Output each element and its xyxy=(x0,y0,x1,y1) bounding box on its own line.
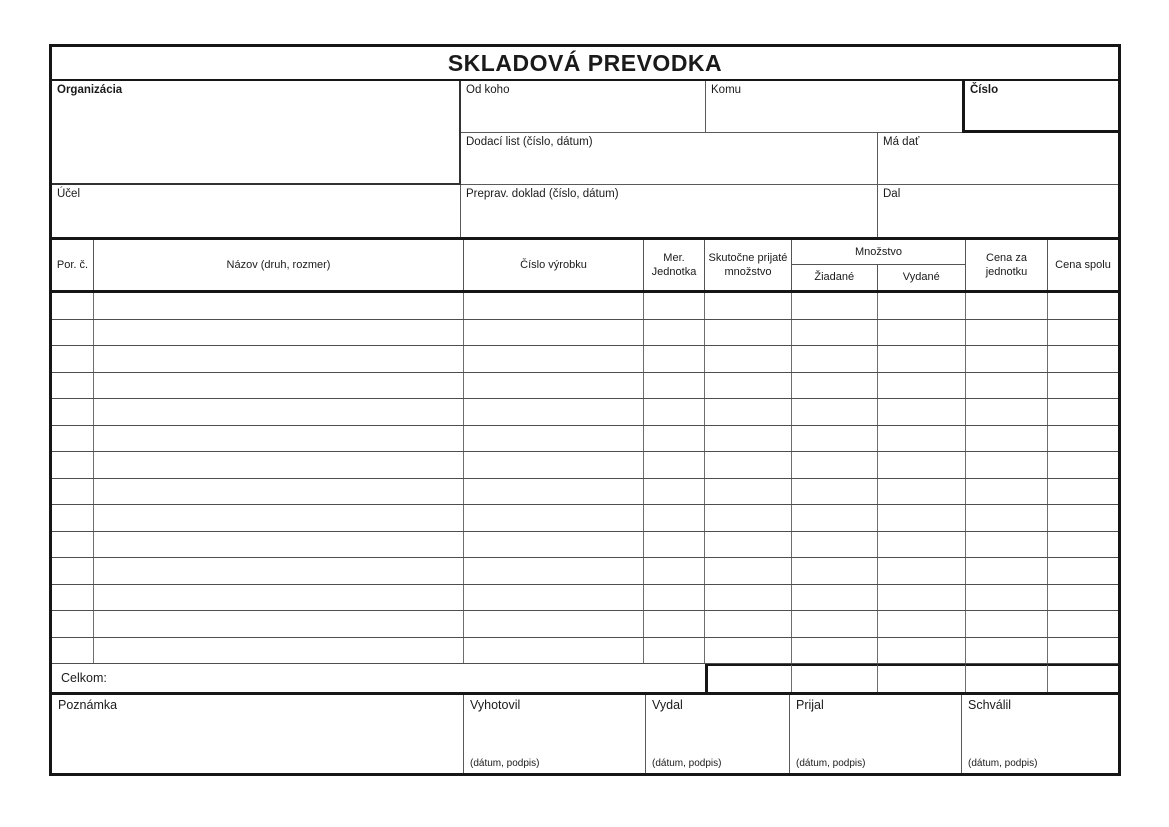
table-empty-row xyxy=(52,611,1118,638)
cell-ziadane xyxy=(792,320,878,346)
cell-por-c xyxy=(52,638,94,664)
col-header-por-c: Por. č. xyxy=(52,240,94,290)
field-schvalil-label: Schválil xyxy=(968,698,1012,712)
cell-nazov xyxy=(94,558,464,584)
cell-vydane xyxy=(878,532,966,558)
cell-ziadane xyxy=(792,532,878,558)
total-cena-za-jednotku xyxy=(966,664,1048,692)
field-organizacia xyxy=(52,81,461,185)
cell-cislo-vyrobku xyxy=(464,346,644,372)
cell-skutocne-prijate xyxy=(705,558,792,584)
cell-nazov xyxy=(94,426,464,452)
cell-cena-spolu xyxy=(1048,638,1118,664)
cell-mer-jednotka xyxy=(644,346,705,372)
cell-nazov xyxy=(94,638,464,664)
cell-cislo-vyrobku xyxy=(464,452,644,478)
field-vydal xyxy=(646,695,790,773)
cell-cena-spolu xyxy=(1048,452,1118,478)
field-prijal xyxy=(790,695,962,773)
cell-mer-jednotka xyxy=(644,585,705,611)
cell-skutocne-prijate xyxy=(705,452,792,478)
cell-vydane xyxy=(878,426,966,452)
col-header-cislo-vyrobku: Číslo výrobku xyxy=(464,240,644,290)
cell-mer-jednotka xyxy=(644,611,705,637)
cell-cena-spolu xyxy=(1048,532,1118,558)
total-cena-spolu xyxy=(1048,664,1118,692)
cell-por-c xyxy=(52,611,94,637)
field-ma-dat-label: Má dať xyxy=(883,136,920,148)
table-empty-row xyxy=(52,373,1118,400)
cell-mer-jednotka xyxy=(644,638,705,664)
cell-ziadane xyxy=(792,346,878,372)
field-preprav-doklad xyxy=(461,185,878,237)
cell-cena-za-jednotku xyxy=(966,399,1048,425)
field-komu-label: Komu xyxy=(711,84,742,96)
field-prijal-label: Prijal xyxy=(796,698,824,712)
cell-skutocne-prijate xyxy=(705,532,792,558)
cell-por-c xyxy=(52,585,94,611)
cell-por-c xyxy=(52,479,94,505)
cell-cena-za-jednotku xyxy=(966,426,1048,452)
cell-por-c xyxy=(52,452,94,478)
cell-por-c xyxy=(52,532,94,558)
col-header-ziadane: Žiadané xyxy=(792,265,878,290)
cell-skutocne-prijate xyxy=(705,585,792,611)
cell-vydane xyxy=(878,558,966,584)
table-empty-row xyxy=(52,346,1118,373)
cell-mer-jednotka xyxy=(644,532,705,558)
cell-ziadane xyxy=(792,558,878,584)
cell-cena-spolu xyxy=(1048,585,1118,611)
form-header-section xyxy=(52,81,1118,237)
cell-cena-za-jednotku xyxy=(966,479,1048,505)
cell-skutocne-prijate xyxy=(705,346,792,372)
cell-cena-spolu xyxy=(1048,399,1118,425)
cell-por-c xyxy=(52,426,94,452)
table-empty-row xyxy=(52,426,1118,453)
cell-cislo-vyrobku xyxy=(464,505,644,531)
table-empty-row xyxy=(52,293,1118,320)
cell-mer-jednotka xyxy=(644,399,705,425)
cell-cena-za-jednotku xyxy=(966,373,1048,399)
table-empty-row xyxy=(52,452,1118,479)
cell-skutocne-prijate xyxy=(705,611,792,637)
cell-vydane xyxy=(878,479,966,505)
cell-nazov xyxy=(94,611,464,637)
field-vyhotovil xyxy=(464,695,646,773)
field-poznamka-label: Poznámka xyxy=(58,698,118,712)
cell-nazov xyxy=(94,373,464,399)
field-dodaci-list xyxy=(461,133,878,185)
total-vydane xyxy=(878,664,966,692)
cell-por-c xyxy=(52,293,94,319)
cell-cislo-vyrobku xyxy=(464,373,644,399)
table-empty-row xyxy=(52,532,1118,559)
cell-mer-jednotka xyxy=(644,426,705,452)
totals-label: Celkom: xyxy=(61,671,107,685)
cell-vydane xyxy=(878,585,966,611)
cell-skutocne-prijate xyxy=(705,638,792,664)
cell-cena-spolu xyxy=(1048,373,1118,399)
cell-cena-spolu xyxy=(1048,611,1118,637)
field-vyhotovil-label: Vyhotovil xyxy=(470,698,521,712)
cell-ziadane xyxy=(792,638,878,664)
cell-mer-jednotka xyxy=(644,373,705,399)
cell-mer-jednotka xyxy=(644,505,705,531)
cell-vydane xyxy=(878,638,966,664)
cell-mer-jednotka xyxy=(644,479,705,505)
cell-nazov xyxy=(94,399,464,425)
cell-cena-za-jednotku xyxy=(966,293,1048,319)
col-header-cena-za-jednotku: Cena za jednotku xyxy=(966,240,1048,290)
field-ma-dat xyxy=(878,133,1118,185)
cell-cena-za-jednotku xyxy=(966,532,1048,558)
cell-cena-za-jednotku xyxy=(966,558,1048,584)
col-header-mer-jednotka: Mer. Jednotka xyxy=(644,240,705,290)
cell-cena-za-jednotku xyxy=(966,611,1048,637)
cell-nazov xyxy=(94,479,464,505)
field-dal xyxy=(878,185,1118,237)
col-header-nazov: Názov (druh, rozmer) xyxy=(94,240,464,290)
cell-cena-spolu xyxy=(1048,479,1118,505)
table-empty-row xyxy=(52,638,1118,665)
cell-vydane xyxy=(878,320,966,346)
cell-nazov xyxy=(94,532,464,558)
cell-cena-spolu xyxy=(1048,293,1118,319)
field-schvalil xyxy=(962,695,1118,773)
cell-vydane xyxy=(878,452,966,478)
cell-por-c xyxy=(52,320,94,346)
field-cislo xyxy=(962,81,1118,133)
cell-skutocne-prijate xyxy=(705,320,792,346)
cell-cena-za-jednotku xyxy=(966,320,1048,346)
totals-row xyxy=(52,664,1118,692)
col-header-mnozstvo-group xyxy=(792,240,966,290)
field-organizacia-label: Organizácia xyxy=(57,84,123,96)
cell-cena-spolu xyxy=(1048,320,1118,346)
signature-section xyxy=(52,692,1118,773)
cell-ziadane xyxy=(792,426,878,452)
form-title: SKLADOVÁ PREVODKA xyxy=(52,47,1118,81)
col-header-vydane: Vydané xyxy=(902,271,940,284)
total-ziadane xyxy=(792,664,878,692)
cell-skutocne-prijate xyxy=(705,373,792,399)
cell-vydane xyxy=(878,611,966,637)
cell-cislo-vyrobku xyxy=(464,399,644,425)
cell-ziadane xyxy=(792,373,878,399)
cell-cislo-vyrobku xyxy=(464,585,644,611)
cell-cislo-vyrobku xyxy=(464,611,644,637)
table-empty-row xyxy=(52,505,1118,532)
cell-mer-jednotka xyxy=(644,558,705,584)
cell-ziadane xyxy=(792,293,878,319)
vydal-datum-podpis-note: (dátum, podpis) xyxy=(652,758,722,769)
cell-vydane xyxy=(878,346,966,372)
field-od-koho-label: Od koho xyxy=(466,84,510,96)
prijal-datum-podpis-note: (dátum, podpis) xyxy=(796,758,866,769)
field-ucel xyxy=(52,185,461,237)
cell-vydane xyxy=(878,293,966,319)
cell-cena-spolu xyxy=(1048,346,1118,372)
col-header-cena-spolu: Cena spolu xyxy=(1055,258,1111,271)
cell-nazov xyxy=(94,293,464,319)
cell-cislo-vyrobku xyxy=(464,558,644,584)
field-vydal-label: Vydal xyxy=(652,698,683,712)
cell-por-c xyxy=(52,346,94,372)
cell-ziadane xyxy=(792,399,878,425)
cell-nazov xyxy=(94,346,464,372)
table-empty-row xyxy=(52,479,1118,506)
cell-skutocne-prijate xyxy=(705,505,792,531)
table-empty-row xyxy=(52,320,1118,347)
cell-ziadane xyxy=(792,479,878,505)
cell-vydane xyxy=(878,505,966,531)
schvalil-datum-podpis-note: (dátum, podpis) xyxy=(968,758,1038,769)
cell-skutocne-prijate xyxy=(705,426,792,452)
col-header-mnozstvo: Množstvo xyxy=(792,240,965,265)
table-empty-row xyxy=(52,558,1118,585)
total-skutocne-prijate xyxy=(705,664,792,692)
cell-cislo-vyrobku xyxy=(464,479,644,505)
cell-cena-za-jednotku xyxy=(966,638,1048,664)
cell-ziadane xyxy=(792,505,878,531)
cell-cena-spolu xyxy=(1048,558,1118,584)
cell-cislo-vyrobku xyxy=(464,638,644,664)
cell-skutocne-prijate xyxy=(705,399,792,425)
cell-mer-jednotka xyxy=(644,293,705,319)
cell-cislo-vyrobku xyxy=(464,293,644,319)
warehouse-transfer-form xyxy=(49,44,1121,776)
cell-cislo-vyrobku xyxy=(464,320,644,346)
cell-nazov xyxy=(94,505,464,531)
field-ucel-label: Účel xyxy=(57,188,81,200)
cell-cislo-vyrobku xyxy=(464,532,644,558)
vyhotovil-datum-podpis-note: (dátum, podpis) xyxy=(470,758,540,769)
items-table-body xyxy=(52,293,1118,664)
cell-cena-za-jednotku xyxy=(966,452,1048,478)
cell-cena-za-jednotku xyxy=(966,585,1048,611)
cell-vydane xyxy=(878,399,966,425)
cell-cena-za-jednotku xyxy=(966,346,1048,372)
cell-mer-jednotka xyxy=(644,452,705,478)
col-header-skutocne-prijate: Skutočne prijaté množstvo xyxy=(705,240,792,290)
cell-skutocne-prijate xyxy=(705,293,792,319)
cell-por-c xyxy=(52,558,94,584)
cell-cena-za-jednotku xyxy=(966,505,1048,531)
cell-por-c xyxy=(52,373,94,399)
field-komu xyxy=(706,81,962,133)
field-preprav-doklad-label: Preprav. doklad (číslo, dátum) xyxy=(466,188,619,200)
cell-ziadane xyxy=(792,585,878,611)
cell-vydane xyxy=(878,373,966,399)
items-table-header xyxy=(52,237,1118,293)
cell-cislo-vyrobku xyxy=(464,426,644,452)
cell-ziadane xyxy=(792,452,878,478)
table-empty-row xyxy=(52,585,1118,612)
field-cislo-label: Číslo xyxy=(970,84,999,96)
cell-por-c xyxy=(52,505,94,531)
cell-cena-spolu xyxy=(1048,505,1118,531)
field-dal-label: Dal xyxy=(883,188,901,200)
cell-skutocne-prijate xyxy=(705,479,792,505)
table-empty-row xyxy=(52,399,1118,426)
cell-ziadane xyxy=(792,611,878,637)
field-dodaci-list-label: Dodací list (číslo, dátum) xyxy=(466,136,593,148)
field-od-koho xyxy=(461,81,706,133)
cell-por-c xyxy=(52,399,94,425)
cell-nazov xyxy=(94,320,464,346)
cell-nazov xyxy=(94,452,464,478)
cell-mer-jednotka xyxy=(644,320,705,346)
cell-nazov xyxy=(94,585,464,611)
cell-cena-spolu xyxy=(1048,426,1118,452)
field-poznamka xyxy=(52,695,464,773)
